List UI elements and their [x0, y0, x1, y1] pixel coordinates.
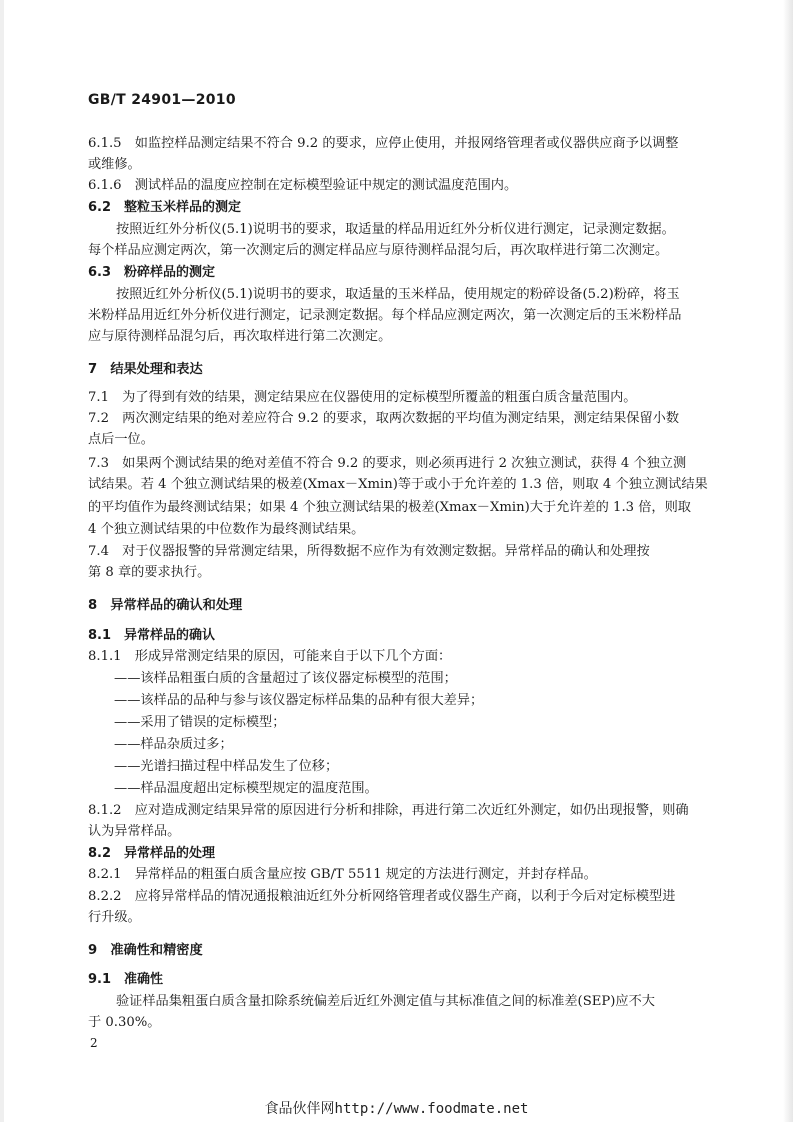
list-item: ——光谱扫描过程中样品发生了位移；: [114, 759, 339, 774]
scan-edge-right: [783, 0, 793, 1122]
clause-7-4-line-2: 第 8 章的要求执行。: [88, 565, 211, 580]
clause-7-3-line-2: 试结果。若 4 个独立测试结果的极差(Xmax－Xmin)等于或小于允许差的 1.3 倍，则取 4 个独立测试结果: [88, 477, 708, 492]
chapter-8-heading: 8 异常样品的确认和处理: [88, 598, 243, 613]
section-6-2-para-line-2: 每个样品应测定两次，第一次测定后的测定样品应与原待测样品混匀后，再次取样进行第二次测定。: [88, 243, 669, 258]
clause-8-2-1: 8.2.1 异常样品的粗蛋白质含量应按 GB/T 5511 规定的方法进行测定，并封存样品。: [88, 867, 597, 882]
section-6-2-heading: 6.2 整粒玉米样品的测定: [88, 200, 242, 215]
list-item: ——采用了错误的定标模型；: [114, 715, 286, 730]
clause-6-1-6: 6.1.6 测试样品的温度应控制在定标模型验证中规定的测试温度范围内。: [88, 178, 518, 193]
clause-7-2-line-1: 7.2 两次测定结果的绝对差应符合 9.2 的要求，取两次数据的平均值为测定结果，测定结果保留小数: [88, 411, 680, 426]
section-8-1-heading: 8.1 异常样品的确认: [88, 628, 216, 643]
page-number: 2: [90, 1036, 98, 1050]
list-item: ——该样品粗蛋白质的含量超过了该仪器定标模型的范围；: [114, 671, 457, 686]
list-item: ——该样品的品种与参与该仪器定标样品集的品种有很大差异；: [114, 693, 484, 708]
section-6-2-para-line-1: 按照近红外分析仪(5.1)说明书的要求，取适量的样品用近红外分析仪进行测定，记录测定数据。: [116, 222, 675, 237]
list-item: ——样品杂质过多；: [114, 737, 233, 752]
clause-8-1-2-line-1: 8.1.2 应对造成测定结果异常的原因进行分析和排除，再进行第二次近红外测定，如仍出现报警，则确: [88, 803, 689, 818]
clause-7-3-line-4: 4 个独立测试结果的中位数作为最终测试结果。: [88, 522, 365, 537]
clause-8-2-2-line-2: 行升级。: [88, 910, 141, 925]
section-6-3-para-line-1: 按照近红外分析仪(5.1)说明书的要求，取适量的玉米样品，使用规定的粉碎设备(5.2)粉碎，将玉: [116, 287, 680, 302]
section-6-3-para-line-2: 米粉样品用近红外分析仪进行测定，记录测定数据。每个样品应测定两次，第一次测定后的玉米粉样品: [88, 308, 682, 323]
clause-7-3-line-3: 的平均值作为最终测试结果；如果 4 个独立测试结果的极差(Xmax－Xmin)大于允许差的 1.3 倍，则取: [88, 500, 691, 515]
clause-7-3-line-1: 7.3 如果两个测试结果的绝对差值不符合 9.2 的要求，则必须再进行 2 次独立测试，获得 4 个独立测: [88, 456, 687, 471]
clause-7-1: 7.1 为了得到有效的结果，测定结果应在仪器使用的定标模型所覆盖的粗蛋白质含量范围内。: [88, 390, 637, 405]
clause-7-4-line-1: 7.4 对于仪器报警的异常测定结果，所得数据不应作为有效测定数据。异常样品的确认和处理按: [88, 544, 650, 559]
section-9-1-heading: 9.1 准确性: [88, 972, 164, 987]
chapter-9-heading: 9 准确性和精密度: [88, 943, 203, 958]
list-item: ——样品温度超出定标模型规定的温度范围。: [114, 781, 378, 796]
scan-edge-left: [0, 0, 4, 1122]
clause-8-1-2-line-2: 认为异常样品。: [88, 824, 181, 839]
section-6-3-heading: 6.3 粉碎样品的测定: [88, 265, 216, 280]
standard-number-header: GB/T 24901—2010: [88, 92, 236, 108]
clause-7-2-line-2: 点后一位。: [88, 432, 154, 447]
section-8-2-heading: 8.2 异常样品的处理: [88, 846, 216, 861]
clause-8-1-1: 8.1.1 形成异常测定结果的原因，可能来自于以下几个方面：: [88, 649, 452, 664]
section-9-1-para-line-2: 于 0.30%。: [88, 1015, 161, 1030]
section-9-1-para-line-1: 验证样品集粗蛋白质含量扣除系统偏差后近红外测定值与其标准值之间的标准差(SEP)应不大: [116, 994, 655, 1009]
section-6-3-para-line-3: 应与原待测样品混匀后，再次取样进行第二次测定。: [88, 329, 392, 344]
clause-6-1-5-line-2: 或维修。: [88, 157, 141, 172]
footer-watermark: 食品伙伴网http://www.foodmate.net: [264, 1101, 529, 1117]
chapter-7-heading: 7 结果处理和表达: [88, 362, 203, 377]
clause-6-1-5-line-1: 6.1.5 如监控样品测定结果不符合 9.2 的要求，应停止使用，并报网络管理者或仪器供应商予以调整: [88, 136, 679, 151]
clause-8-2-2-line-1: 8.2.2 应将异常样品的情况通报粮油近红外分析网络管理者或仪器生产商，以利于今后对定标模型进: [88, 889, 676, 904]
